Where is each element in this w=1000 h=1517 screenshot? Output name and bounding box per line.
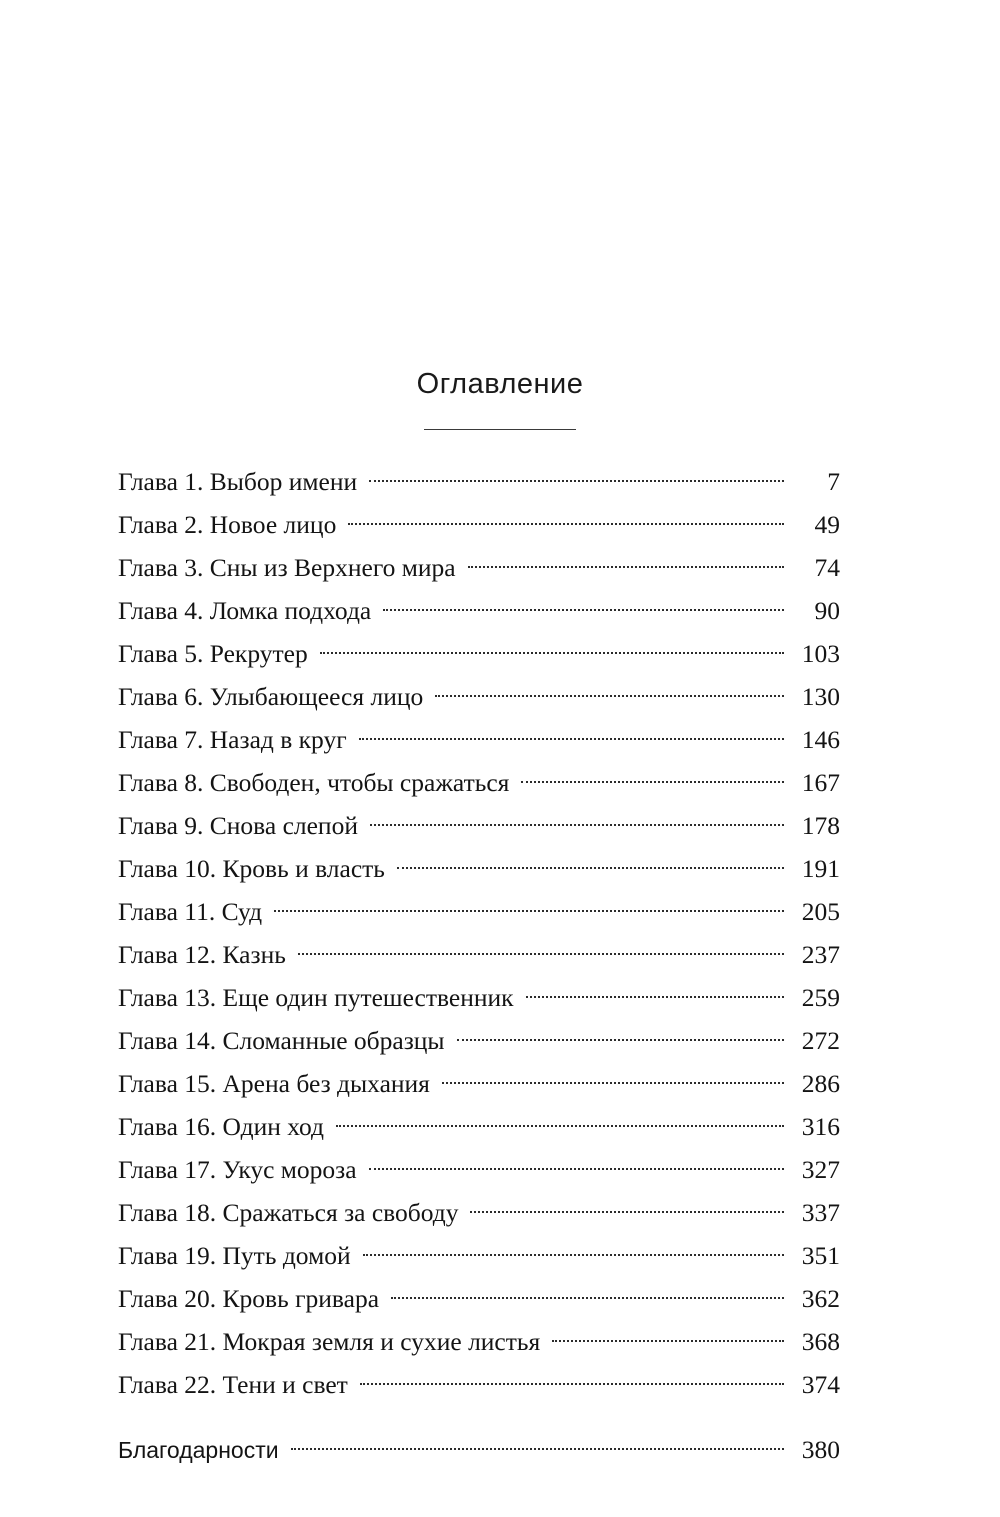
toc-entry-page: 130 [801,681,840,711]
toc-entry-label: Глава 20. Кровь гривара [118,1283,380,1313]
dot-leader [359,722,784,748]
toc-entry-label: Глава 6. Улыбающееся лицо [118,681,424,711]
toc-entry-label: Глава 1. Выбор имени [118,466,358,496]
toc-entry-label: Глава 12. Казнь [118,939,286,969]
dot-leader [320,636,784,662]
toc-entry-label: Глава 16. Один ход [118,1111,325,1141]
toc-entry[interactable] [0,1238,1000,1281]
toc-entry-page: 362 [801,1283,840,1313]
toc-entry-label: Глава 9. Снова слепой [118,810,358,840]
dot-leader [435,679,784,705]
toc-entry[interactable] [0,679,1000,722]
toc-entry-page: 205 [801,896,840,926]
toc-entry[interactable] [0,808,1000,851]
toc-entry-page: 259 [801,982,840,1012]
toc-entry-page: 74 [814,552,840,582]
toc-entry-label: Глава 13. Еще один путешественник [118,982,514,1012]
toc-entry-page: 167 [801,767,840,797]
toc-entry-list [0,464,1000,1475]
toc-entry[interactable] [0,765,1000,808]
toc-entry[interactable] [0,894,1000,937]
toc-entry-acknowledgements[interactable] [0,1432,1000,1475]
toc-entry-page: 368 [801,1326,840,1356]
page-title: Оглавление [416,368,584,400]
toc-entry[interactable] [0,1066,1000,1109]
dot-leader [552,1324,784,1350]
toc-entry-label: Глава 5. Рекрутер [118,638,308,668]
toc-entry[interactable] [0,593,1000,636]
dot-leader [336,1109,784,1135]
toc-entry[interactable] [0,1152,1000,1195]
toc-entry-label: Глава 19. Путь домой [118,1240,351,1270]
dot-leader [397,851,784,877]
dot-leader [298,937,784,963]
toc-entry-page: 191 [801,853,840,883]
toc-entry[interactable] [0,722,1000,765]
toc-entry[interactable] [0,1023,1000,1066]
toc-entry-label: Глава 14. Сломанные образцы [118,1025,445,1055]
toc-entry-label: Глава 7. Назад в круг [118,724,347,754]
dot-leader [526,980,784,1006]
toc-entry[interactable] [0,1281,1000,1324]
toc-entry-page: 49 [814,509,840,539]
toc-entry-label: Глава 15. Арена без дыхания [118,1068,430,1098]
toc-entry[interactable] [0,464,1000,507]
dot-leader [360,1367,784,1393]
toc-entry-label: Глава 3. Сны из Верхнего мира [118,552,456,582]
dot-leader [457,1023,784,1049]
toc-entry-page: 351 [801,1240,840,1270]
toc-entry-page: 7 [827,466,840,496]
toc-entry-page: 327 [801,1154,840,1184]
toc-entry-label: Благодарности [118,1436,279,1463]
dot-leader [391,1281,784,1307]
dot-leader [348,507,784,533]
dot-leader [521,765,784,791]
toc-entry-page: 374 [801,1369,840,1399]
toc-entry-label: Глава 11. Суд [118,896,263,926]
dot-leader [370,808,784,834]
toc-entry-page: 146 [801,724,840,754]
dot-leader [468,550,784,576]
toc-entry-page: 237 [801,939,840,969]
toc-entry-page: 337 [801,1197,840,1227]
toc-entry-page: 316 [801,1111,840,1141]
title-divider [424,429,576,430]
dot-leader [274,894,784,920]
toc-entry[interactable] [0,636,1000,679]
toc-entry[interactable] [0,507,1000,550]
dot-leader [291,1432,784,1458]
toc-entry[interactable] [0,980,1000,1023]
dot-leader [369,464,784,490]
toc-entry[interactable] [0,550,1000,593]
toc-entry-label: Глава 2. Новое лицо [118,509,337,539]
toc-entry-page: 380 [801,1434,840,1464]
dot-leader [369,1152,784,1178]
dot-leader [470,1195,784,1221]
toc-entry-page: 286 [801,1068,840,1098]
toc-entry-page: 272 [801,1025,840,1055]
toc-entry-label: Глава 22. Тени и свет [118,1369,348,1399]
toc-entry-label: Глава 21. Мокрая земля и сухие листья [118,1326,541,1356]
toc-entry-page: 90 [814,595,840,625]
toc-entry[interactable] [0,1109,1000,1152]
toc-entry[interactable] [0,851,1000,894]
toc-entry-label: Глава 10. Кровь и власть [118,853,385,883]
dot-leader [442,1066,784,1092]
toc-entry-label: Глава 17. Укус мороза [118,1154,357,1184]
toc-entry-label: Глава 8. Свободен, чтобы сражаться [118,767,510,797]
toc-entry-label: Глава 4. Ломка подхода [118,595,372,625]
toc-entry-page: 178 [801,810,840,840]
toc-entry[interactable] [0,937,1000,980]
toc-entry[interactable] [0,1195,1000,1238]
toc-entry-page: 103 [801,638,840,668]
toc-entry[interactable] [0,1324,1000,1367]
toc-entry-label: Глава 18. Сражаться за свободу [118,1197,459,1227]
toc-entry[interactable] [0,1367,1000,1410]
dot-leader [383,593,784,619]
dot-leader [363,1238,784,1264]
